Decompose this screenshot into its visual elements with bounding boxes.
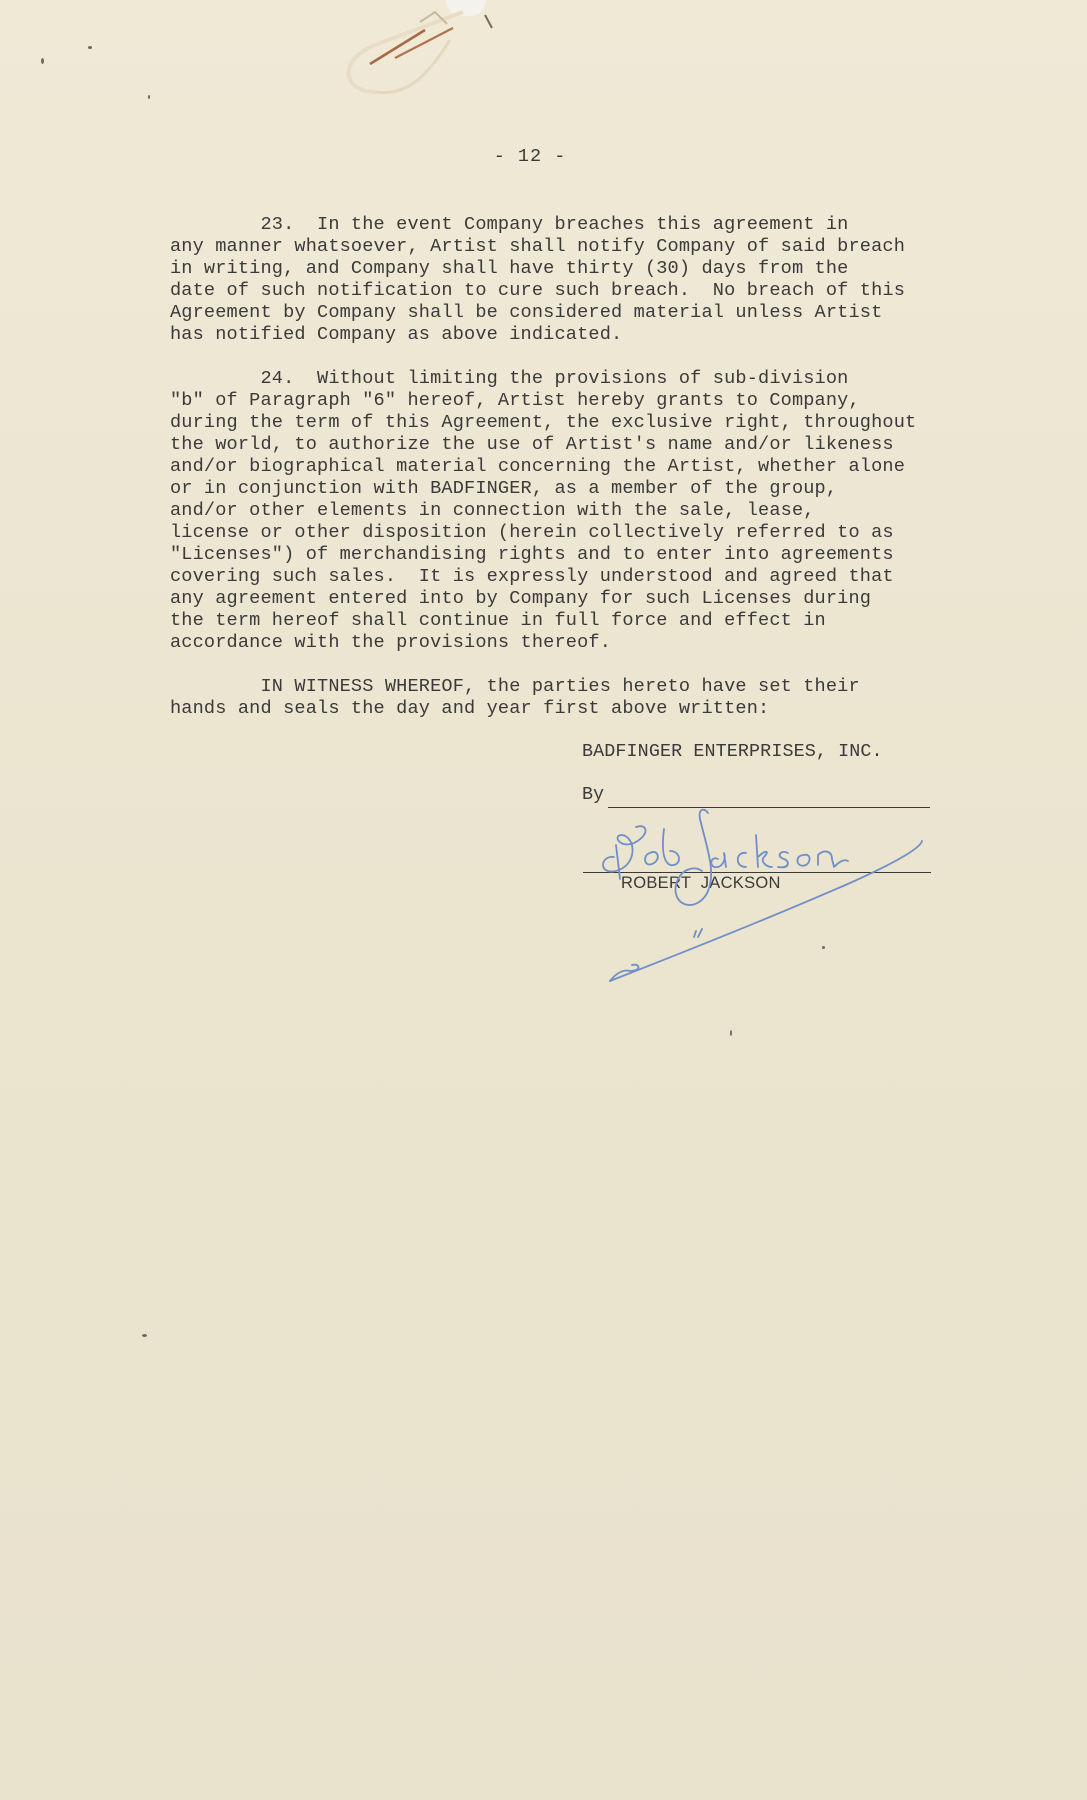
text-line: the world, to authorize the use of Artist's name and/or likeness xyxy=(170,434,894,455)
contract-body xyxy=(170,214,1030,742)
paper-speck xyxy=(148,95,150,99)
text-line: the term hereof shall continue in full force and effect in xyxy=(170,610,826,631)
text-line: covering such sales. It is expressly understood and agreed that xyxy=(170,566,894,587)
text-line: or in conjunction with BADFINGER, as a member of the group, xyxy=(170,478,838,499)
text-line: and/or other elements in connection with the sale, lease, xyxy=(170,500,815,521)
paragraph-23 xyxy=(170,214,1030,346)
witness-clause xyxy=(170,676,1030,720)
handwritten-signature xyxy=(590,805,940,995)
text-line: has notified Company as above indicated. xyxy=(170,324,623,345)
text-line: during the term of this Agreement, the exclusive right, throughout xyxy=(170,412,917,433)
text-line: in writing, and Company shall have thirty (30) days from the xyxy=(170,258,849,279)
paragraph-24 xyxy=(170,368,1030,654)
text-line: Agreement by Company shall be considered material unless Artist xyxy=(170,302,883,323)
page-number: - 12 - xyxy=(493,146,567,167)
text-line: any agreement entered into by Company for such Licenses during xyxy=(170,588,872,609)
text-line: hands and seals the day and year first above written: xyxy=(170,698,770,719)
signer-name: ROBERT JACKSON xyxy=(621,874,781,892)
paper-speck xyxy=(142,1334,147,1337)
text-line: and/or biographical material concerning the Artist, whether alone xyxy=(170,456,906,477)
text-line: any manner whatsoever, Artist shall notify Company of said breach xyxy=(170,236,906,257)
paper-clip-mark xyxy=(335,0,520,115)
text-line: accordance with the provisions thereof. xyxy=(170,632,612,653)
text-line: date of such notification to cure such breach. No breach of this xyxy=(170,280,906,301)
text-line: "Licenses") of merchandising rights and to enter into agreements xyxy=(170,544,894,565)
by-label: By xyxy=(582,784,605,805)
text-line: IN WITNESS WHEREOF, the parties hereto have set their xyxy=(170,676,860,697)
paper-speck xyxy=(41,58,44,64)
paper-speck xyxy=(730,1030,732,1036)
company-name: BADFINGER ENTERPRISES, INC. xyxy=(582,741,883,762)
text-line: 24. Without limiting the provisions of sub-division xyxy=(170,368,849,389)
text-line: 23. In the event Company breaches this agreement in xyxy=(170,214,849,235)
text-line: license or other disposition (herein collectively referred to as xyxy=(170,522,894,543)
paper-speck xyxy=(88,46,92,49)
text-line: "b" of Paragraph "6" hereof, Artist hereby grants to Company, xyxy=(170,390,860,411)
